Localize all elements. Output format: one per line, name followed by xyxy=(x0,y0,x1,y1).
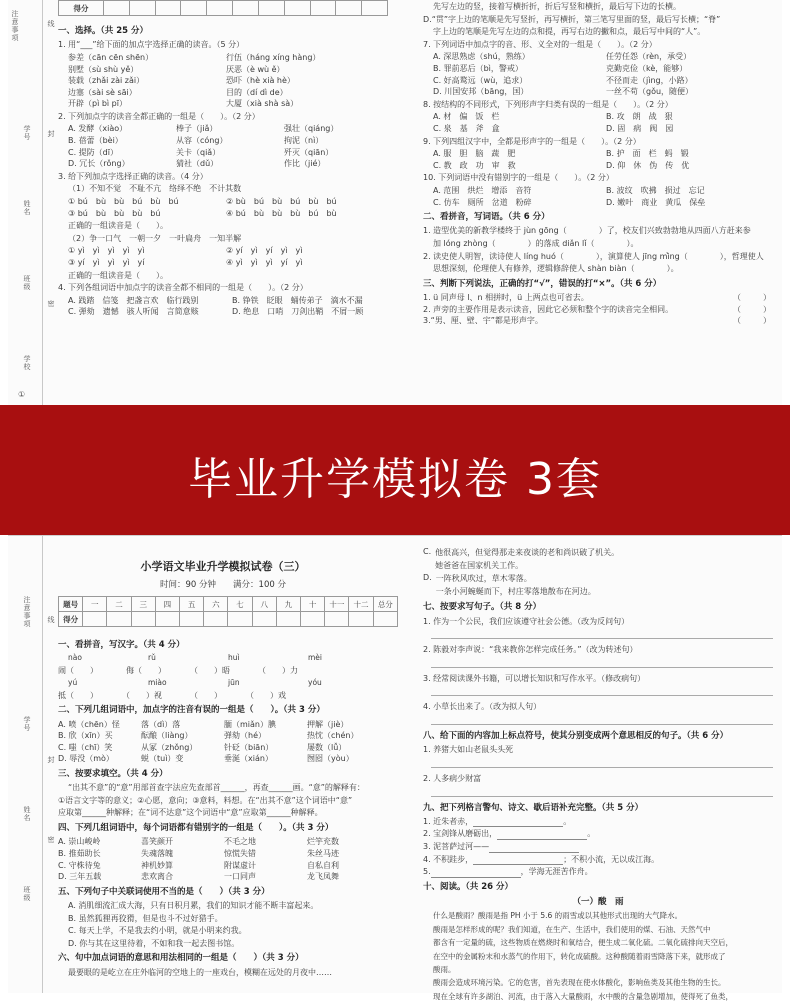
score-col-header: 七 xyxy=(228,597,252,612)
score-col-header: 九 xyxy=(276,597,300,612)
fill-tail: ，学海无涯苦作舟。 xyxy=(520,867,593,877)
banner-title: 毕业升学模拟卷 3套 xyxy=(188,454,602,505)
option-row xyxy=(68,123,388,135)
option: D. 川国安邦（bāng，国） xyxy=(433,87,529,97)
top-score-row xyxy=(58,0,388,16)
hanzi-row: 抵（ ） （ ）视 （ ） （ ）戏 xyxy=(58,690,286,700)
option: 垂涎（xián） xyxy=(224,754,273,764)
option: 开辟（pì bì pī） xyxy=(68,99,127,109)
option: ④ bú bù bù bù bú bù xyxy=(226,208,337,218)
score-cell xyxy=(252,612,276,627)
margin-label: 封 xyxy=(47,756,55,764)
margin-label: 姓名 xyxy=(23,806,31,822)
judgement-text: 2. 声旁的主要作用是表示读音，因此它必须和整个字的读音完全相同。 xyxy=(423,304,674,314)
option: D. 嫩叶 商业 黄瓜 保垒 xyxy=(606,197,706,207)
fill-tail: 。 xyxy=(587,829,596,839)
q10-options xyxy=(423,185,773,208)
option: 惊慌失错 xyxy=(224,848,256,858)
option-row xyxy=(433,160,773,172)
section-title: 五、下列句子中关联词使用不当的是（ ）（共 3 分） xyxy=(58,886,270,897)
option: 别墅（sù shù yě） xyxy=(68,64,139,74)
answer-prompt: 正确的一组读音是（ ）。 xyxy=(68,221,168,231)
option: D. 仰 休 伪 传 优 xyxy=(606,160,690,170)
option: 一口同声 xyxy=(224,872,256,882)
score-col-header: 总分 xyxy=(373,597,397,612)
margin-label: 学校 xyxy=(23,355,31,371)
option-row xyxy=(58,742,388,754)
score-col-header: 二 xyxy=(107,597,131,612)
text-line: 应取第______种解释；在“词不达意”这个词语中“意”应取第______种解释。 xyxy=(58,808,323,818)
option: 从冢（zhǒng） xyxy=(141,742,198,752)
top-right-column xyxy=(423,0,773,327)
margin-label: 班级 xyxy=(23,275,31,291)
list-item: 酸雨。 xyxy=(433,964,456,974)
option: A. 材 偏 饭 栏 xyxy=(433,112,500,122)
option: D. 辱没（mò） xyxy=(58,754,114,764)
option: B. 护 面 栏 蚂 锻 xyxy=(606,149,689,159)
fill-tail: ；不积小流，无以成江海。 xyxy=(563,854,660,864)
margin-label: 线 xyxy=(47,20,55,28)
option: C. 教 政 功 审 救 xyxy=(433,160,516,170)
q9-options xyxy=(423,148,773,171)
option-label: D. xyxy=(423,573,432,583)
section-title: 六、句中加点词语的意思和用法相同的一组是（ ）（共 3 分） xyxy=(58,953,304,964)
option: 行伍（háng xíng hàng） xyxy=(226,52,321,62)
option: D. 绝息 口哨 刀剑出鞘 不屑一顾 xyxy=(232,307,364,317)
option: 悲欢离合 xyxy=(141,872,173,882)
page-marker: ① xyxy=(18,390,26,399)
option-label: C. xyxy=(423,547,432,556)
option: 猜社（dǔ） xyxy=(176,159,219,169)
section-title: 十、阅读。（共 26 分） xyxy=(423,881,513,892)
option: A. 崇山峻岭 xyxy=(58,837,101,847)
section-title: 九、把下列格言警句、诗文、歇后语补充完整。（共 5 分） xyxy=(423,802,644,813)
section-title: 三、判断下列说法，正确的打“√”，错误的打“×”。（共 6 分） xyxy=(423,278,662,289)
top-exam-page xyxy=(8,0,782,406)
option-row xyxy=(433,51,773,63)
option: 强壮（qiáng） xyxy=(284,124,339,134)
option: D. 固 病 阀 园 xyxy=(606,123,674,133)
answer-line xyxy=(431,657,773,668)
section-title: 一、选择。（共 25 分） xyxy=(58,26,148,36)
punctuation-task: 2. 人多病少财富 xyxy=(423,773,482,783)
score-col-header: 三 xyxy=(131,597,155,612)
bottom-right-column xyxy=(423,546,773,1004)
option: 不毛之地 xyxy=(224,837,256,847)
exam-title: 小学语文毕业升学模拟试卷（三） xyxy=(140,560,306,573)
answer-line xyxy=(431,714,773,725)
answer-line xyxy=(431,628,773,639)
option: 棒子（jiǎ） xyxy=(176,124,218,134)
text-line: 2. 读史使人明智，读诗使人 líng huó（ ），演算使人 jīng mì̀ng（ ），哲理使人 xyxy=(423,251,764,261)
pinyin-row xyxy=(58,653,388,664)
score-cell xyxy=(83,612,107,627)
option: 从容（cóng） xyxy=(176,136,228,146)
option: D. 三年五载 xyxy=(58,872,102,882)
judgement-row xyxy=(423,292,773,304)
margin-label: 学号 xyxy=(23,716,31,732)
text-line: D.“贯”字上边的笔顺是先写竖折，再写横折，第三笔写里面的竖，最后写长横；“脊” xyxy=(423,14,721,24)
exam-subtitle: 时间：90 分钟 满分：100 分 xyxy=(160,580,286,590)
answer-paren: （ ） xyxy=(733,304,773,314)
answer-line xyxy=(431,685,773,696)
score-col-header: 八 xyxy=(252,597,276,612)
score-table xyxy=(58,596,398,627)
option-row xyxy=(433,148,773,160)
option-row xyxy=(58,730,388,742)
list-item: A. 消肌细流汇成大海，只有日积月累，我们的知识才能不断丰富起来。 xyxy=(68,901,319,911)
score-cell xyxy=(373,612,397,627)
answer-line xyxy=(431,757,773,768)
option: 针砭（biān） xyxy=(224,742,274,752)
option: 烂竽充数 xyxy=(307,837,339,847)
question: 8. 按结构的不同形式，下列形声字归类有误的一组是（ ）。（2 分） xyxy=(423,99,673,109)
score-col-header: 十二 xyxy=(349,597,373,612)
question: 2. 下列加点字的读音全都正确的一组是（ ）。（2 分） xyxy=(58,111,260,121)
s7-items xyxy=(423,616,773,725)
option-row xyxy=(68,52,388,64)
pinyin: yóu xyxy=(308,677,322,687)
option-row xyxy=(68,75,388,87)
option-row xyxy=(433,75,773,87)
option-row xyxy=(68,147,388,159)
option: 目的（dí dì de） xyxy=(226,87,288,97)
sentence-task: 1. 作为一个公民，我们应该遵守社会公德。（改为反问句） xyxy=(423,616,630,626)
score-cell xyxy=(131,612,155,627)
judgement-text: 1. ü 同声母 l、n 相拼时，ü 上两点也可省去。 xyxy=(423,293,589,303)
fill-tail: 。 xyxy=(563,816,572,826)
s4-options xyxy=(58,836,388,882)
option: C. 嗤（chī）笑 xyxy=(58,742,113,752)
score-cell xyxy=(180,612,204,627)
option: 神机妙算 xyxy=(141,860,173,870)
option-row xyxy=(68,158,388,170)
option: ① bú bù bù bú bù bú xyxy=(68,197,179,207)
q7-options xyxy=(423,51,773,97)
fill-prompt: 3. 泥菩萨过河—— xyxy=(423,842,490,852)
fill-blank xyxy=(431,868,521,878)
fill-blank xyxy=(497,830,587,840)
option: 参差（cān cēn shēn） xyxy=(68,52,154,62)
option: C. 好高鹜远（wù，追求） xyxy=(433,75,528,85)
pinyin: nào xyxy=(68,653,82,663)
text-line: 一条小河蜿蜒而下，村庄零落地散布在河边。 xyxy=(435,586,596,596)
option: A. 深思熟虑（shú，熟练） xyxy=(433,52,530,62)
option: 酝酿（liàng） xyxy=(141,731,193,741)
option: 失魂落魄 xyxy=(141,848,173,858)
option-row xyxy=(58,836,388,848)
section-title: 二、看拼音，写词语。（共 6 分） xyxy=(423,212,550,223)
score-col-header: 十 xyxy=(301,597,325,612)
text-line: 他很高兴，但觉得那走来夜谈的老和尚识破了机关。 xyxy=(435,548,620,557)
pinyin: miào xyxy=(148,677,167,687)
option: 关卡（qiǎ） xyxy=(176,147,221,157)
option: 附谋虚计 xyxy=(224,860,256,870)
text-line: 最要眼的是屹立在庄外临河的空地上的一座戏台，模糊在远处的月夜中…… xyxy=(68,967,332,977)
option: 不径而走（jìng，小路） xyxy=(606,75,693,85)
list-item: 在空中的金属粉末和水蒸气的作用下，转化成硫酸。这种酸随着雨雪降落下来，就形成了 xyxy=(433,951,726,961)
list-item: D. 你与其在这里待着，不如和我一起去图书馆。 xyxy=(68,938,240,948)
promo-banner xyxy=(0,405,790,535)
score-col-header: 十一 xyxy=(325,597,349,612)
judgement-text: 3.“男、厘、壁、宇”都是形声字。 xyxy=(423,316,543,326)
top-binding-strip xyxy=(8,0,55,405)
option-row xyxy=(68,98,388,110)
fill-item xyxy=(423,828,773,840)
option: 押解（jiè） xyxy=(307,719,349,729)
option: 装载（zhǎi zài zǎi） xyxy=(68,76,145,86)
bottom-exam-page xyxy=(8,535,782,1001)
fill-item xyxy=(423,866,773,878)
option: ② yí yì yí yì yì xyxy=(226,246,303,256)
punctuation-task: 1. 养猪大如山老鼠头头死 xyxy=(423,745,514,755)
option-row xyxy=(433,86,773,98)
question: 3. 给下列加点字选择正确的读音。（4 分） xyxy=(58,171,208,181)
section-title: 一、看拼音，写汉字。（共 4 分） xyxy=(58,640,185,650)
s8-items xyxy=(423,744,773,796)
s2-options xyxy=(58,719,388,765)
option: ③ yí yì yì yì yí xyxy=(68,258,145,267)
answer-prompt: 正确的一组读音是（ ）。 xyxy=(68,270,168,280)
option-row xyxy=(58,860,388,872)
s5-options xyxy=(58,900,388,949)
pinyin: jūn xyxy=(228,677,240,687)
option: ② bù bú bù bú bù bú xyxy=(226,197,337,207)
answer-line xyxy=(431,786,773,797)
list-item: 酸雨是怎样形成的呢？我们知道，在生产、生活中，我们使用的煤、石油、天然气中 xyxy=(433,924,711,934)
s9-items xyxy=(423,816,773,878)
option: 作比（jié） xyxy=(284,159,326,169)
score-cell xyxy=(301,612,325,627)
score-cell xyxy=(325,612,349,627)
reading-passage xyxy=(423,910,773,1003)
option: B. 罪前恶后（bì，警戒） xyxy=(433,63,523,73)
option: A. 服 胆 脑 蔬 肥 xyxy=(433,149,516,159)
option-row xyxy=(58,719,388,731)
text-line: 1. 造型优美的新教学楼终于 jùn gōng（ ）了，校友们兴致勃勃地从四面八方赶来参 xyxy=(423,226,751,236)
fill-prompt: 1. 近朱者赤， xyxy=(423,816,474,826)
option: A. 喷（chēn）怪 xyxy=(58,719,120,729)
list-item: C. 每天上学，不是我去约小明，就是小明来约我。 xyxy=(68,926,247,936)
option: ③ bú bù bù bù bú xyxy=(68,208,161,218)
list-item: 什么是酸雨？酸雨是指 PH 小于 5.6 的雨雪或以其他形式出现的大气降水。 xyxy=(433,911,683,921)
text-line: ①语言文字等的意义；②心愿，意向；③意料，料想。在“出其不意”这个词语中“意” xyxy=(58,795,353,805)
section-title: 四、下列几组词语中，每个词语都有错别字的一组是（ ）。（共 3 分） xyxy=(58,823,334,834)
score-cell xyxy=(204,612,228,627)
sentence-task: 4. 小草长出来了。（改为拟人句） xyxy=(423,702,542,712)
score-col-header: 四 xyxy=(155,597,179,612)
option: 热忱（chén） xyxy=(307,731,359,741)
option: 歼灭（qiān） xyxy=(284,147,334,157)
q8-options xyxy=(423,111,773,134)
text-line: 她爸爸在国家机关工作。 xyxy=(435,560,524,570)
option: D. 冗长（rǒng） xyxy=(68,159,130,169)
bottom-binding-strip xyxy=(8,536,55,993)
score-col-header: 六 xyxy=(204,597,228,612)
question: 1. 用“___”给下面的加点字选择正确的读音。（5 分） xyxy=(58,40,245,50)
section-title: 二、下列几组词语中，加点字的注音有误的一组是（ ）。（共 3 分） xyxy=(58,705,325,716)
question: 10. 下列词语中没有错别字的一组是（ ）。（2 分） xyxy=(423,173,614,183)
option: 边塞（sài sè sāi） xyxy=(68,87,137,97)
text-line: 加 lóng zhòng（ ）的落成 diǎn lǐ（ ）。 xyxy=(433,239,639,248)
q2-options xyxy=(58,123,388,169)
text-line: 思想深刻，伦理使人有修养，逻辑修辞使人 shàn biàn（ ）。 xyxy=(433,264,679,274)
section-title: 七、按要求写句子。（共 8 分） xyxy=(423,602,542,613)
option: B. 推茹助长 xyxy=(58,848,101,858)
score-cell xyxy=(155,612,179,627)
margin-label: 注意事项 xyxy=(23,596,31,628)
text-line: 先写左边的竖，接着写横折折，折后写竖和横折，最后写下边的长横。 xyxy=(433,2,681,11)
option-row xyxy=(58,848,388,860)
option: ① yì yì yì yì yì xyxy=(68,246,145,256)
q1-options xyxy=(58,52,388,110)
fill-blank xyxy=(489,843,579,853)
question: 7. 下列词语中加点字的音、形、义全对的一组是（ ）。（2 分） xyxy=(423,39,657,49)
fill-prompt: 5. xyxy=(423,867,431,877)
list-item: B. 虽然狐狸再狡猾，但是也斗不过好猎手。 xyxy=(68,913,223,923)
fill-item xyxy=(423,816,773,828)
text-line: “出其不意”的“意”用部首查字法应先查部首______，再查______画。“意”的解释有： xyxy=(68,783,365,793)
fill-blank xyxy=(473,855,563,865)
pinyin-row xyxy=(58,678,388,689)
fill-prompt: 4. 不积跬步， xyxy=(423,854,474,864)
option: B. 欣（xīn）买 xyxy=(58,731,113,741)
score-col-header: 一 xyxy=(83,597,107,612)
option-row xyxy=(433,63,773,75)
option: 拘泥（nì） xyxy=(284,136,324,146)
bottom-left-column xyxy=(58,636,388,979)
hanzi-row: 闹（ ） 侮（ ） （ ）晤 （ ）力 xyxy=(58,666,298,676)
score-label: 得分 xyxy=(59,1,104,16)
option-row xyxy=(68,87,388,99)
pinyin: mèi xyxy=(308,653,323,663)
option: 落（dì）落 xyxy=(141,719,181,729)
option: 喜笑颜开 xyxy=(141,837,173,847)
option: 任劳任怨（rèn，承受） xyxy=(606,52,692,62)
option: C. 泉 基 斧 盒 xyxy=(433,123,500,133)
option: 屡数（lǚ） xyxy=(307,742,347,752)
reading-title: （一）酸 雨 xyxy=(572,897,624,908)
option-row xyxy=(433,123,773,135)
judgement-row xyxy=(423,315,773,327)
score-cell xyxy=(276,612,300,627)
option-row xyxy=(68,64,388,76)
margin-label: 密 xyxy=(47,300,55,308)
fill-prompt: 2. 宝剑锋从磨砺出， xyxy=(423,829,498,839)
option: 大厦（xià shà sà） xyxy=(226,99,299,109)
score-cell xyxy=(228,612,252,627)
score-cell xyxy=(107,612,131,627)
score-row-label: 得分 xyxy=(59,612,83,627)
option: A. 践踏 信笺 把盏言欢 临行践别 xyxy=(68,295,199,305)
margin-label: 学号 xyxy=(23,125,31,141)
fill-blank xyxy=(473,817,563,827)
fill-item xyxy=(423,854,773,866)
fill-item xyxy=(423,841,773,853)
option-row xyxy=(68,135,388,147)
answer-paren: （ ） xyxy=(733,293,773,303)
list-item: 酸雨会造成环境污染。它的危害，首先表现在使水体酸化，影响鱼类及其他生物的生长。 xyxy=(433,978,726,988)
margin-label: 注意事项 xyxy=(11,10,19,42)
option-row xyxy=(433,197,773,209)
text-line: 一阵秋风吹过，草木零落。 xyxy=(435,574,532,584)
section-title: 八、给下面的内容加上标点符号，使其分别变成两个意思相反的句子。（共 6 分） xyxy=(423,731,729,742)
margin-label: 密 xyxy=(47,836,55,844)
option: B. 攻 朗 战 狠 xyxy=(606,112,673,122)
option: C. 提防（dī） xyxy=(68,147,118,157)
question-part: （1）不知不觉 不耻不亢 络绎不绝 不计其数 xyxy=(68,184,242,194)
question: 4. 下列各组词语中加点字的读音全都不相同的一组是（ ）。（2 分） xyxy=(58,283,308,293)
judgement-row xyxy=(423,304,773,316)
option: B. 波纹 吹拂 损过 忘记 xyxy=(606,185,705,195)
option: 朱丝马迹 xyxy=(307,848,339,858)
option: ④ yì yì yì yí yì xyxy=(226,258,303,267)
option: A. 发酵（xiào） xyxy=(68,124,128,134)
option: B. 蓓蕾（bèi） xyxy=(68,136,123,146)
option: 自私自利 xyxy=(307,860,339,870)
option-row xyxy=(58,871,388,883)
option: C. 弹劾 遗憾 骇人听闻 言简意赅 xyxy=(68,307,199,317)
option: 弹劾（hé） xyxy=(224,731,266,741)
margin-label: 线 xyxy=(47,616,55,624)
option: 囫囵（yòu） xyxy=(307,754,354,764)
margin-label: 封 xyxy=(47,130,55,138)
judgement-items xyxy=(423,292,773,327)
option: C. 仿车 厕所 岔道 粉碎 xyxy=(433,197,532,207)
margin-label: 班级 xyxy=(23,886,31,902)
score-col-header: 五 xyxy=(180,597,204,612)
option: C. 守株待兔 xyxy=(58,860,101,870)
option: 龙飞凤舞 xyxy=(307,872,339,882)
sentence-task: 3. 经常阅读课外书籍，可以增长知识和写作水平。（修改病句） xyxy=(423,673,646,683)
option: 腼（miǎn）腆 xyxy=(224,719,276,729)
option-row xyxy=(433,111,773,123)
answer-paren: （ ） xyxy=(733,316,773,326)
option: 一丝不苟（gǒu，随便） xyxy=(606,87,694,97)
sentence-task: 2. 陈毅对李声说：“我来教你怎样完成任务。”（改为转述句） xyxy=(423,645,638,655)
pinyin: huì xyxy=(228,653,240,663)
text-line: 字上边的笔顺是先写左边的点和提，再写右边的撇和点，最后写中间的“人”。 xyxy=(433,27,706,37)
section-title: 三、按要求填空。（共 4 分） xyxy=(58,768,168,779)
top-left-column xyxy=(58,22,388,318)
score-cell xyxy=(349,612,373,627)
pinyin: rǔ xyxy=(148,653,156,663)
option-row xyxy=(58,753,388,765)
option: 恐吓（hè xià hè） xyxy=(226,76,295,86)
question: 9. 下列四组汉字中，全都是形声字的一组是（ ）。（2 分） xyxy=(423,136,641,146)
score-header-label: 题号 xyxy=(59,597,83,612)
margin-label: 姓名 xyxy=(23,200,31,216)
option: 厌恶（è wù ě） xyxy=(226,64,285,74)
list-item: 现在全球有许多湖泊、河流，由于落入大量酸雨，水中酸的含量急剧增加，使得死了鱼类， xyxy=(433,991,733,1001)
pinyin: yú xyxy=(68,677,78,687)
option-row xyxy=(433,185,773,197)
option: A. 范围 烘烂 增添 音符 xyxy=(433,185,532,195)
list-item: 都含有一定量的硫，这些物质在燃烧时和氧结合，便生成二氧化硫。二氧化硫排向天空后， xyxy=(433,938,733,948)
option: 克勤克俭（kè，能够） xyxy=(606,63,688,73)
option: B. 铮铁 眨眼 蛹传弟子 滴水不漏 xyxy=(232,295,363,305)
option: 蜕（tuì）变 xyxy=(141,754,184,764)
question-part: （2）争一口气 一朝一夕 一叶扁舟 一知半解 xyxy=(68,233,242,243)
